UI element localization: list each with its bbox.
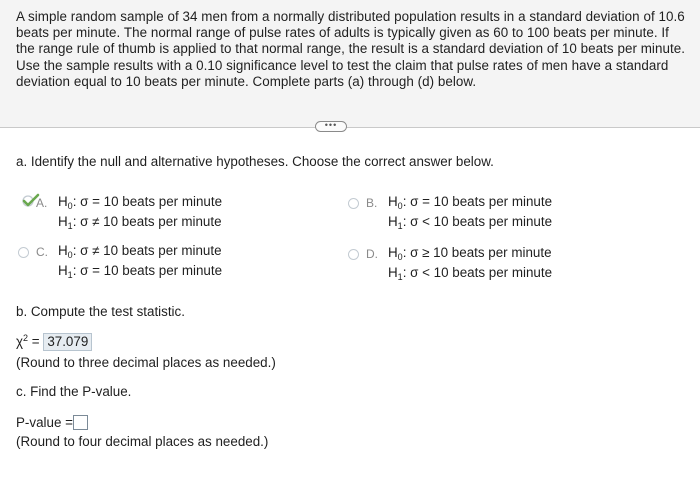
option-a-letter: A.	[36, 196, 48, 210]
option-a-alt-hypothesis: $H_1$: σ ≠ 10 beats per minute	[58, 214, 222, 231]
option-b-letter: B.	[366, 196, 378, 210]
option-c-radio[interactable]	[18, 247, 29, 258]
option-a-null-hypothesis: $H_0$: σ = 10 beats per minute	[58, 194, 223, 211]
option-b-radio[interactable]	[348, 198, 359, 209]
test-statistic-answer[interactable]: 37.079	[43, 333, 92, 351]
p-value-label: P-value =	[16, 415, 73, 430]
part-b-question: b. Compute the test statistic.	[16, 304, 185, 319]
option-c-letter: C.	[36, 245, 48, 259]
rounding-note-b: (Round to three decimal places as needed.)	[16, 355, 276, 370]
p-value-input[interactable]	[73, 415, 88, 430]
option-d-alt-hypothesis: $H_1$: σ < 10 beats per minute	[388, 265, 553, 282]
option-c-alt-hypothesis: $H_1$: σ = 10 beats per minute	[58, 263, 223, 280]
option-c-null-hypothesis: $H_0$: σ ≠ 10 beats per minute	[58, 243, 222, 260]
divider	[0, 127, 700, 128]
option-b-alt-hypothesis: $H_1$: σ < 10 beats per minute	[388, 214, 553, 231]
test-statistic-line: $\chi^2 = 37.079$	[16, 333, 92, 351]
part-c-question: c. Find the P-value.	[16, 384, 132, 399]
question-stem-panel	[0, 0, 700, 128]
option-b-null-hypothesis: $H_0$: σ = 10 beats per minute	[388, 194, 553, 211]
option-d-radio[interactable]	[348, 249, 359, 260]
rounding-note-c: (Round to four decimal places as needed.)	[16, 434, 269, 449]
p-value-line	[16, 415, 88, 430]
option-d-null-hypothesis: $H_0$: σ ≥ 10 beats per minute	[388, 245, 552, 262]
part-a-question: a. Identify the null and alternative hypotheses. Choose the correct answer below.	[16, 154, 494, 169]
problem-statement: A simple random sample of 34 men from a normally distributed population results in a standard deviation of 10.6 beats per minute. The normal range of pulse rates of adults is typically given as 60 to 100 beats per minute. If the range rule of thumb is applied to that normal range, the result is a standard deviation of 10 beats per minute. Use the sample results with a 0.10 significance level to test the claim that pulse rates of men have a standard deviation equal to 10 beats per minute. Complete parts (a) through (d) below.	[16, 9, 685, 89]
option-d-letter: D.	[366, 247, 378, 261]
expand-more-button[interactable]: •••	[315, 121, 347, 132]
